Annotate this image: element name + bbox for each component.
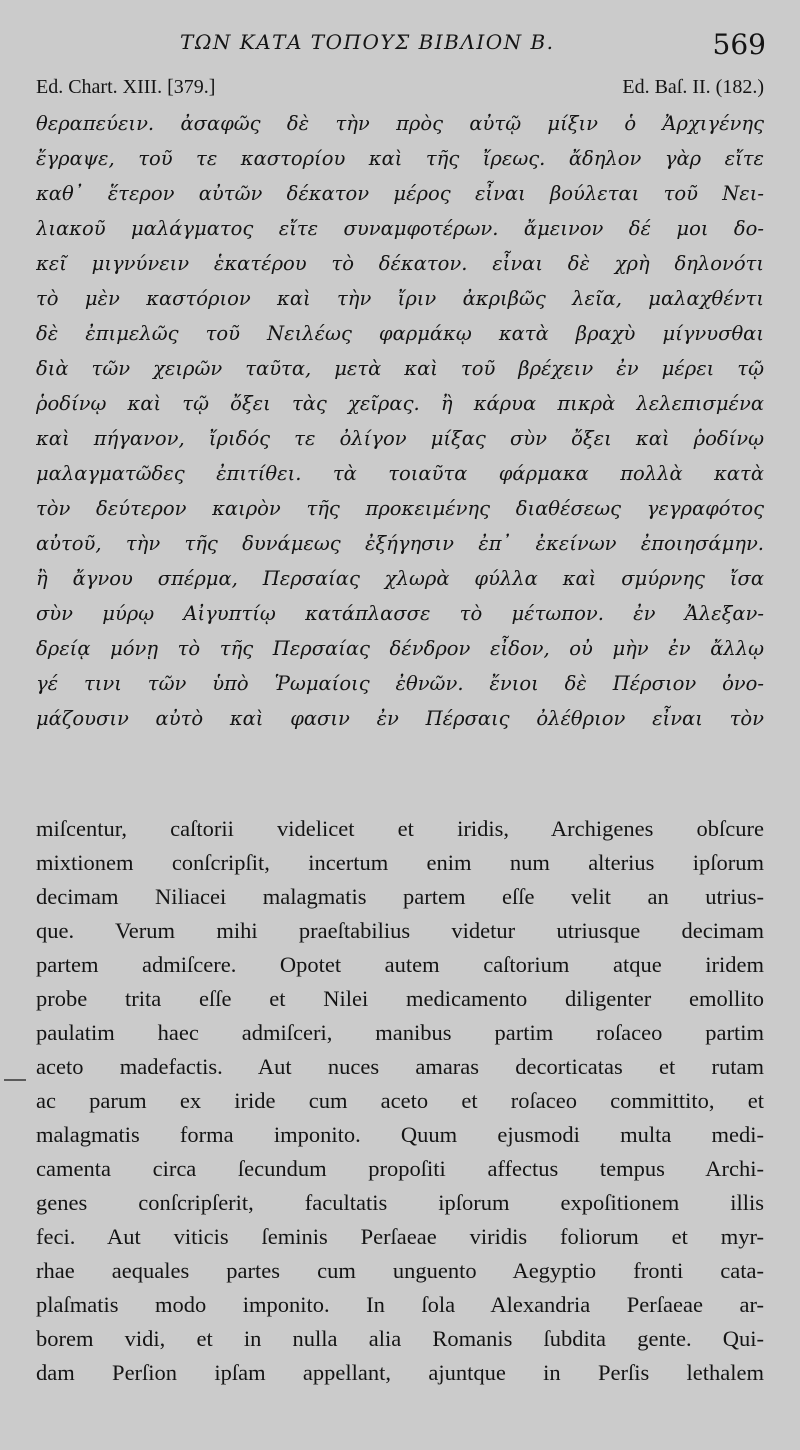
greek-text-line: καθ᾽ ἕτερον αὐτῶν δέκατον μέρος εἶναι βούλεται τοῦ Νει- bbox=[36, 182, 764, 205]
edition-reference-line bbox=[36, 76, 764, 104]
latin-text-line: mixtionem conſcripſit, incertum enim num alterius ipſorum bbox=[36, 850, 764, 875]
latin-text-line: que. Verum mihi praeſtabilius videtur utriusque decimam bbox=[36, 918, 764, 943]
latin-text-line: decimam Niliacei malagmatis partem eſſe velit an utrius- bbox=[36, 884, 764, 909]
latin-text-line: probe trita eſſe et Nilei medicamento diligenter emollito bbox=[36, 986, 764, 1011]
running-head bbox=[0, 26, 800, 66]
greek-text-block bbox=[36, 106, 764, 736]
greek-text-line: διὰ τῶν χειρῶν ταῦτα, μετὰ καὶ τοῦ βρέχειν ἐν μέρει τῷ bbox=[36, 357, 764, 380]
latin-text-line: ac parum ex iride cum aceto et roſaceo committito, et bbox=[36, 1088, 764, 1113]
latin-text-line: aceto madefactis. Aut nuces amaras decorticatas et rutam bbox=[36, 1054, 764, 1079]
greek-text-line: τὸν δεύτερον καιρὸν τῆς προκειμένης διαθέσεως γεγραφότος bbox=[36, 497, 764, 520]
latin-text-line: rhae aequales partes cum unguento Aegyptio fronti cata- bbox=[36, 1258, 764, 1283]
page-number: 569 bbox=[712, 28, 766, 61]
greek-text-line: δὲ ἐπιμελῶς τοῦ Νειλέως φαρμάκῳ κατὰ βραχὺ μίγνυσθαι bbox=[36, 322, 764, 345]
greek-text-line: δρείᾳ μόνῃ τὸ τῆς Περσαίας δένδρον εἶδον, οὐ μὴν ἐν ἄλλῳ bbox=[36, 637, 764, 660]
latin-text-line: partem admiſcere. Opotet autem caſtorium atque iridem bbox=[36, 952, 764, 977]
greek-text-line: μάζουσιν αὐτὸ καὶ φασιν ἐν Πέρσαις ὀλέθριον εἶναι τὸν bbox=[36, 707, 764, 730]
margin-dash bbox=[4, 1079, 26, 1081]
greek-text-line: μαλαγματῶδες ἐπιτίθει. τὰ τοιαῦτα φάρμακα πολλὰ κατὰ bbox=[36, 462, 764, 485]
greek-text-line: αὐτοῦ, τὴν τῆς δυνάμεως ἐξήγησιν ἐπ᾽ ἐκείνων ἐποιησάμην. bbox=[36, 532, 764, 555]
latin-text-line: miſcentur, caſtorii videlicet et iridis, Archigenes obſcure bbox=[36, 816, 764, 841]
greek-text-line: θεραπεύειν. ἀσαφῶς δὲ τὴν πρὸς αὐτῷ μίξιν ὁ Ἀρχιγένης bbox=[36, 112, 764, 135]
edition-basel-reference: Ed. Baſ. II. (182.) bbox=[622, 76, 764, 98]
greek-text-line: γέ τινι τῶν ὑπὸ Ῥωμαίοις ἐθνῶν. ἔνιοι δὲ Πέρσιον ὀνο- bbox=[36, 672, 764, 695]
latin-text-line: plaſmatis modo imponito. In ſola Alexandria Perſaeae ar- bbox=[36, 1292, 764, 1317]
greek-text-line: καὶ πήγανον, ἴριδός τε ὀλίγον μίξας σὺν ὄξει καὶ ῥοδίνῳ bbox=[36, 427, 764, 450]
edition-chartier-reference: Ed. Chart. XIII. [379.] bbox=[36, 76, 216, 98]
greek-text-line: τὸ μὲν καστόριον καὶ τὴν ἴριν ἀκριβῶς λεῖα, μαλαχθέντι bbox=[36, 287, 764, 310]
greek-text-line: ῥοδίνῳ καὶ τῷ ὄξει τὰς χεῖρας. ἢ κάρυα πικρὰ λελεπισμένα bbox=[36, 392, 764, 415]
latin-text-block bbox=[36, 812, 764, 1390]
greek-text-line: σὺν μύρῳ Αἰγυπτίῳ κατάπλασσε τὸ μέτωπον. ἐν Ἀλεξαν- bbox=[36, 602, 764, 625]
latin-text-line: camenta circa ſecundum propoſiti affectus tempus Archi- bbox=[36, 1156, 764, 1181]
greek-text-line: κεῖ μιγνύνειν ἑκατέρου τὸ δέκατον. εἶναι δὲ χρὴ δηλονότι bbox=[36, 252, 764, 275]
greek-text-line: ἔγραψε, τοῦ τε καστορίου καὶ τῆς ἴρεως. ἄδηλον γὰρ εἴτε bbox=[36, 147, 764, 170]
latin-text-line: borem vidi, et in nulla alia Romanis ſubdita gente. Qui- bbox=[36, 1326, 764, 1351]
latin-text-line: genes conſcripſerit, facultatis ipſorum expoſitionem illis bbox=[36, 1190, 764, 1215]
greek-text-line: ἢ ἄγνου σπέρμα, Περσαίας χλωρὰ φύλλα καὶ σμύρνης ἴσα bbox=[36, 567, 764, 590]
latin-text-line: malagmatis forma imponito. Quum ejusmodi multa medi- bbox=[36, 1122, 764, 1147]
latin-text-line: feci. Aut viticis ſeminis Perſaeae viridis foliorum et myr- bbox=[36, 1224, 764, 1249]
running-title: ΤΩΝ ΚΑΤΑ ΤΟΠΟΥΣ ΒΙΒΛΙΟΝ Β. bbox=[180, 30, 555, 54]
latin-text-line: paulatim haec admiſceri, manibus partim roſaceo partim bbox=[36, 1020, 764, 1045]
greek-text-line: λιακοῦ μαλάγματος εἴτε συναμφοτέρων. ἄμεινον δέ μοι δο- bbox=[36, 217, 764, 240]
latin-text-line: dam Perſion ipſam appellant, ajuntque in Perſis lethalem bbox=[36, 1360, 764, 1385]
